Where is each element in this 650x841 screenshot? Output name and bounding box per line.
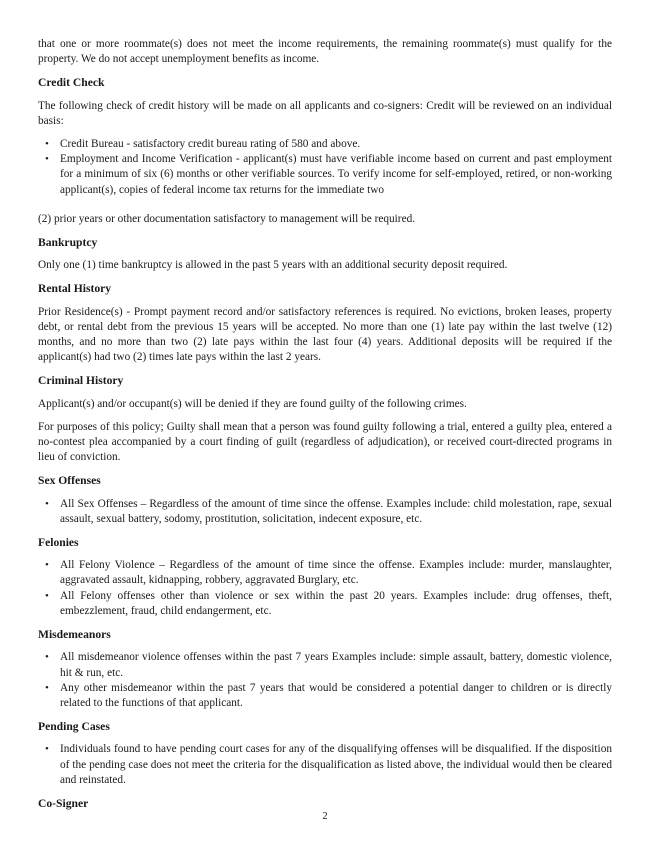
misdemeanors-heading: Misdemeanors [38, 628, 111, 642]
credit-check-continuation: (2) prior years or other documentation satisfactory to management will be required. [38, 212, 416, 225]
bankruptcy-heading: Bankruptcy [38, 236, 98, 250]
sex-offenses-heading: Sex Offenses [38, 474, 101, 488]
document-page [38, 37, 612, 819]
misdemeanors-list [38, 650, 612, 711]
felonies-list [38, 558, 612, 619]
co-signer-heading: Co-Signer [38, 796, 89, 810]
list-item-text: Any other misdemeanor within the past 7 years that would be considered a potential danger to children or is directly related to the functions of that applicant. [60, 681, 612, 709]
list-item [45, 152, 612, 198]
list-item [45, 589, 612, 619]
list-item-text: All misdemeanor violence offenses within the past 7 years Examples include: simple assault, battery, domestic violence, hit & run, etc. [60, 651, 612, 679]
criminal-history-paragraph-2: For purposes of this policy; Guilty shall mean that a person was found guilty following a trial, entered a guilty plea, entered a no-contest plea accompanied by a court finding of guilt (regardless of adjudication), or received court-directed programs in lieu of conviction. [38, 420, 612, 464]
list-item-text: Employment and Income Verification - applicant(s) must have verifiable income based on current and past employment for a minimum of six (6) months or other verifiable sources. To verify income for self-employed, retired, or non-working applicant(s), copies of federal income tax returns for the immediate two [60, 153, 612, 196]
credit-check-paragraph: The following check of credit history will be made on all applicants and co-signers: Credit will be reviewed on an individual basis: [38, 99, 612, 127]
list-item [45, 558, 612, 588]
rental-history-paragraph: Prior Residence(s) - Prompt payment record and/or satisfactory references is required. No evictions, broken leases, property debt, or rental debt from the previous 15 years will be accepted. No more than one (1) late pay within the last twelve (12) months, and no more than two (2) late pays within the last four (4) years. Additional deposits will be required if the applicant(s) had two (2) times late pays within the last 2 years. [38, 305, 612, 364]
list-item [45, 681, 612, 711]
bullet-icon: • [45, 559, 49, 572]
felonies-heading: Felonies [38, 536, 79, 550]
bullet-icon: • [45, 681, 49, 694]
credit-check-list [38, 137, 612, 198]
bullet-icon: • [45, 743, 49, 756]
bullet-icon: • [45, 497, 49, 510]
criminal-history-paragraph-1: Applicant(s) and/or occupant(s) will be denied if they are found guilty of the following crimes. [38, 397, 467, 410]
list-item-text: All Felony Violence – Regardless of the amount of time since the offense. Examples include: murder, manslaughter, aggravated assault, kidnapping, robbery, aggravated Burglary, etc. [60, 559, 612, 587]
list-item-text: All Felony offenses other than violence or sex within the past 20 years. Examples include: drug offenses, theft, embezzlement, fraud, child endangerment, etc. [60, 589, 612, 617]
list-item [45, 650, 612, 680]
pending-cases-heading: Pending Cases [38, 720, 110, 734]
list-item [45, 497, 612, 527]
pending-cases-list [38, 742, 612, 788]
bullet-icon: • [45, 153, 49, 166]
rental-history-heading: Rental History [38, 282, 112, 296]
sex-offenses-list [38, 497, 612, 527]
list-item-text: Credit Bureau - satisfactory credit bureau rating of 580 and above. [60, 138, 361, 151]
bankruptcy-paragraph: Only one (1) time bankruptcy is allowed in the past 5 years with an additional security deposit required. [38, 259, 508, 272]
intro-paragraph: that one or more roommate(s) does not meet the income requirements, the remaining roommate(s) must qualify for the property. We do not accept unemployment benefits as income. [38, 38, 612, 66]
bullet-icon: • [45, 589, 49, 602]
list-item [45, 137, 612, 152]
credit-check-heading: Credit Check [38, 76, 105, 90]
list-item-text: Individuals found to have pending court cases for any of the disqualifying offenses will be disqualified. If the disposition of the pending case does not meet the criteria for the disqualification as listed above, the individual would then be cleared and reinstated. [60, 743, 612, 786]
bullet-icon: • [45, 651, 49, 664]
criminal-history-heading: Criminal History [38, 374, 124, 388]
bullet-icon: • [45, 138, 49, 151]
list-item [45, 742, 612, 788]
page-number: 2 [322, 811, 328, 822]
list-item-text: All Sex Offenses – Regardless of the amount of time since the offense. Examples include: child molestation, rape, sexual assault, sexual battery, sodomy, prostitution, solicitation, indecent exposure, etc. [60, 497, 612, 525]
